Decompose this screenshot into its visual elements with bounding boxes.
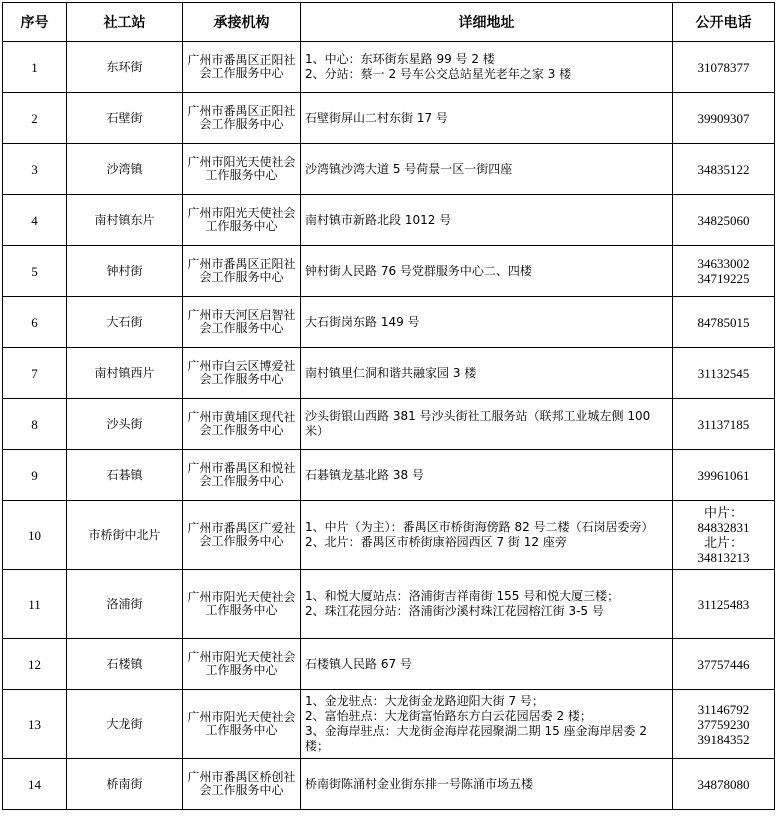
phone [673,246,775,297]
phone-line: 39909307 [697,110,750,126]
address [301,348,673,399]
phone-line: 34878080 [697,776,750,792]
table-row [3,759,775,810]
phone [673,297,775,348]
organization-name: 广州市天河区启智社会工作服务中心 [183,297,301,348]
table-row [3,501,775,570]
phone-line: 31146792 [697,701,750,717]
phone-line: 34633002 [697,256,750,271]
organization-name: 广州市黄埔区现代社会工作服务中心 [183,399,301,450]
table-row [3,246,775,297]
phone-line: 34835122 [697,161,750,177]
phone [673,450,775,501]
phone [673,399,775,450]
phone [673,348,775,399]
address [301,297,673,348]
organization-name: 广州市番禺区正阳社会工作服务中心 [183,246,301,297]
table-row [3,690,775,759]
header-phone: 公开电话 [673,3,775,42]
table-row [3,450,775,501]
organization-name: 广州市阳光天使社会工作服务中心 [183,690,301,759]
phone [673,93,775,144]
address-line: 2、分站：蔡一 2 号车公交总站星光老年之家 3 楼 [305,67,572,81]
address-line: 桥南街陈涌村金业街东排一号陈涌市场五楼 [305,776,534,791]
organization-name: 广州市番禺区桥创社会工作服务中心 [183,759,301,810]
table-row [3,144,775,195]
row-number: 12 [3,639,67,690]
row-number: 10 [3,501,67,570]
station-name: 东环街 [67,42,183,93]
table-row [3,639,775,690]
station-name: 市桥街中北片 [67,501,183,570]
station-name: 大石街 [67,297,183,348]
address-line: 1、中片（为主）：番禺区市桥街海傍路 82 号二楼（石岗居委旁） [305,520,654,534]
phone [673,195,775,246]
phone [673,690,775,759]
station-name: 石楼镇 [67,639,183,690]
address [301,246,673,297]
organization-name: 广州市番禺区广爱社会工作服务中心 [183,501,301,570]
phone-line: 34813213 [697,550,750,565]
address-line: 钟村街人民路 76 号党群服务中心二、四楼 [305,263,532,278]
table-row [3,93,775,144]
address [301,144,673,195]
table-header-row [3,3,775,42]
row-number: 7 [3,348,67,399]
row-number: 4 [3,195,67,246]
address [301,759,673,810]
table-row [3,42,775,93]
row-number: 11 [3,570,67,639]
phone-line: 84832831 [697,520,750,535]
address [301,93,673,144]
station-name: 洛浦街 [67,570,183,639]
station-name: 石碁镇 [67,450,183,501]
header-no: 序号 [3,3,67,42]
row-number: 3 [3,144,67,195]
address-line: 2、北片：番禺区市桥街康裕园西区 7 街 12 座旁 [305,535,567,549]
social-work-station-table [2,2,775,810]
phone [673,759,775,810]
phone [673,42,775,93]
phone-line: 39184352 [697,731,750,747]
organization-name: 广州市番禺区正阳社会工作服务中心 [183,42,301,93]
address-line: 沙湾镇沙湾大道 5 号荷景一区一街四座 [305,161,513,176]
row-number: 1 [3,42,67,93]
organization-name: 广州市阳光天使社会工作服务中心 [183,195,301,246]
phone-line: 31125483 [697,596,750,612]
organization-name: 广州市白云区博爱社会工作服务中心 [183,348,301,399]
address [301,690,673,759]
address-line: 2、珠江花园分站：洛浦街沙溪村珠江花园榕江街 3-5 号 [305,604,604,618]
address-line: 1、和悦大厦站点：洛浦街吉祥南街 155 号和悦大厦三楼； [305,589,620,603]
address [301,570,673,639]
address-line: 3、金海岸驻点：大龙街金海岸花园聚湖二期 15 座金海岸居委 2 楼； [305,724,647,753]
phone-line: 39961061 [697,467,750,483]
phone-line: 31137185 [697,416,750,432]
station-name: 大龙街 [67,690,183,759]
station-name: 石壁街 [67,93,183,144]
header-org: 承接机构 [183,3,301,42]
address [301,42,673,93]
table-row [3,348,775,399]
address [301,501,673,570]
phone-line: 84785015 [697,314,750,330]
table-row [3,570,775,639]
station-name: 钟村街 [67,246,183,297]
organization-name: 广州市番禺区和悦社会工作服务中心 [183,450,301,501]
address-line: 1、金龙驻点：大龙街金龙路迎阳大街 7 号； [305,694,544,708]
phone [673,639,775,690]
address-line: 1、中心：东环街东星路 99 号 2 楼 [305,52,495,66]
phone [673,144,775,195]
address-line: 石壁街屏山二村东街 17 号 [305,110,448,125]
station-name: 南村镇西片 [67,348,183,399]
row-number: 2 [3,93,67,144]
row-number: 13 [3,690,67,759]
phone-line: 31078377 [697,59,750,75]
station-name: 沙湾镇 [67,144,183,195]
address-line: 2、富怡驻点：大龙街富怡路东方白云花园居委 2 楼； [305,709,592,723]
address [301,399,673,450]
address-line: 南村镇里仁洞和谐共融家园 3 楼 [305,365,477,380]
row-number: 5 [3,246,67,297]
address-line: 石碁镇龙基北路 38 号 [305,467,424,482]
organization-name: 广州市阳光天使社会工作服务中心 [183,570,301,639]
phone-line: 中片： [703,505,743,520]
phone-line: 34825060 [697,212,750,228]
phone-line: 37757446 [697,656,750,672]
organization-name: 广州市番禺区正阳社会工作服务中心 [183,93,301,144]
address [301,450,673,501]
header-address: 详细地址 [301,3,673,42]
phone [673,570,775,639]
station-name: 桥南街 [67,759,183,810]
organization-name: 广州市阳光天使社会工作服务中心 [183,639,301,690]
address-line: 石楼镇人民路 67 号 [305,656,412,671]
address-line: 南村镇市新路北段 1012 号 [305,212,452,227]
address [301,639,673,690]
table-row [3,195,775,246]
phone-line: 34719225 [697,271,750,286]
phone [673,501,775,570]
row-number: 14 [3,759,67,810]
phone-line: 31132545 [697,365,750,381]
table-row [3,297,775,348]
organization-name: 广州市阳光天使社会工作服务中心 [183,144,301,195]
row-number: 6 [3,297,67,348]
address-line: 大石街岗东路 149 号 [305,314,420,329]
station-name: 南村镇东片 [67,195,183,246]
phone-line: 37759230 [697,716,750,732]
header-station: 社工站 [67,3,183,42]
table-row [3,399,775,450]
phone-line: 北片： [703,535,743,550]
row-number: 9 [3,450,67,501]
address-line: 沙头街银山西路 381 号沙头街社工服务站（联邦工业城左侧 100 米） [305,409,651,438]
row-number: 8 [3,399,67,450]
address [301,195,673,246]
station-name: 沙头街 [67,399,183,450]
